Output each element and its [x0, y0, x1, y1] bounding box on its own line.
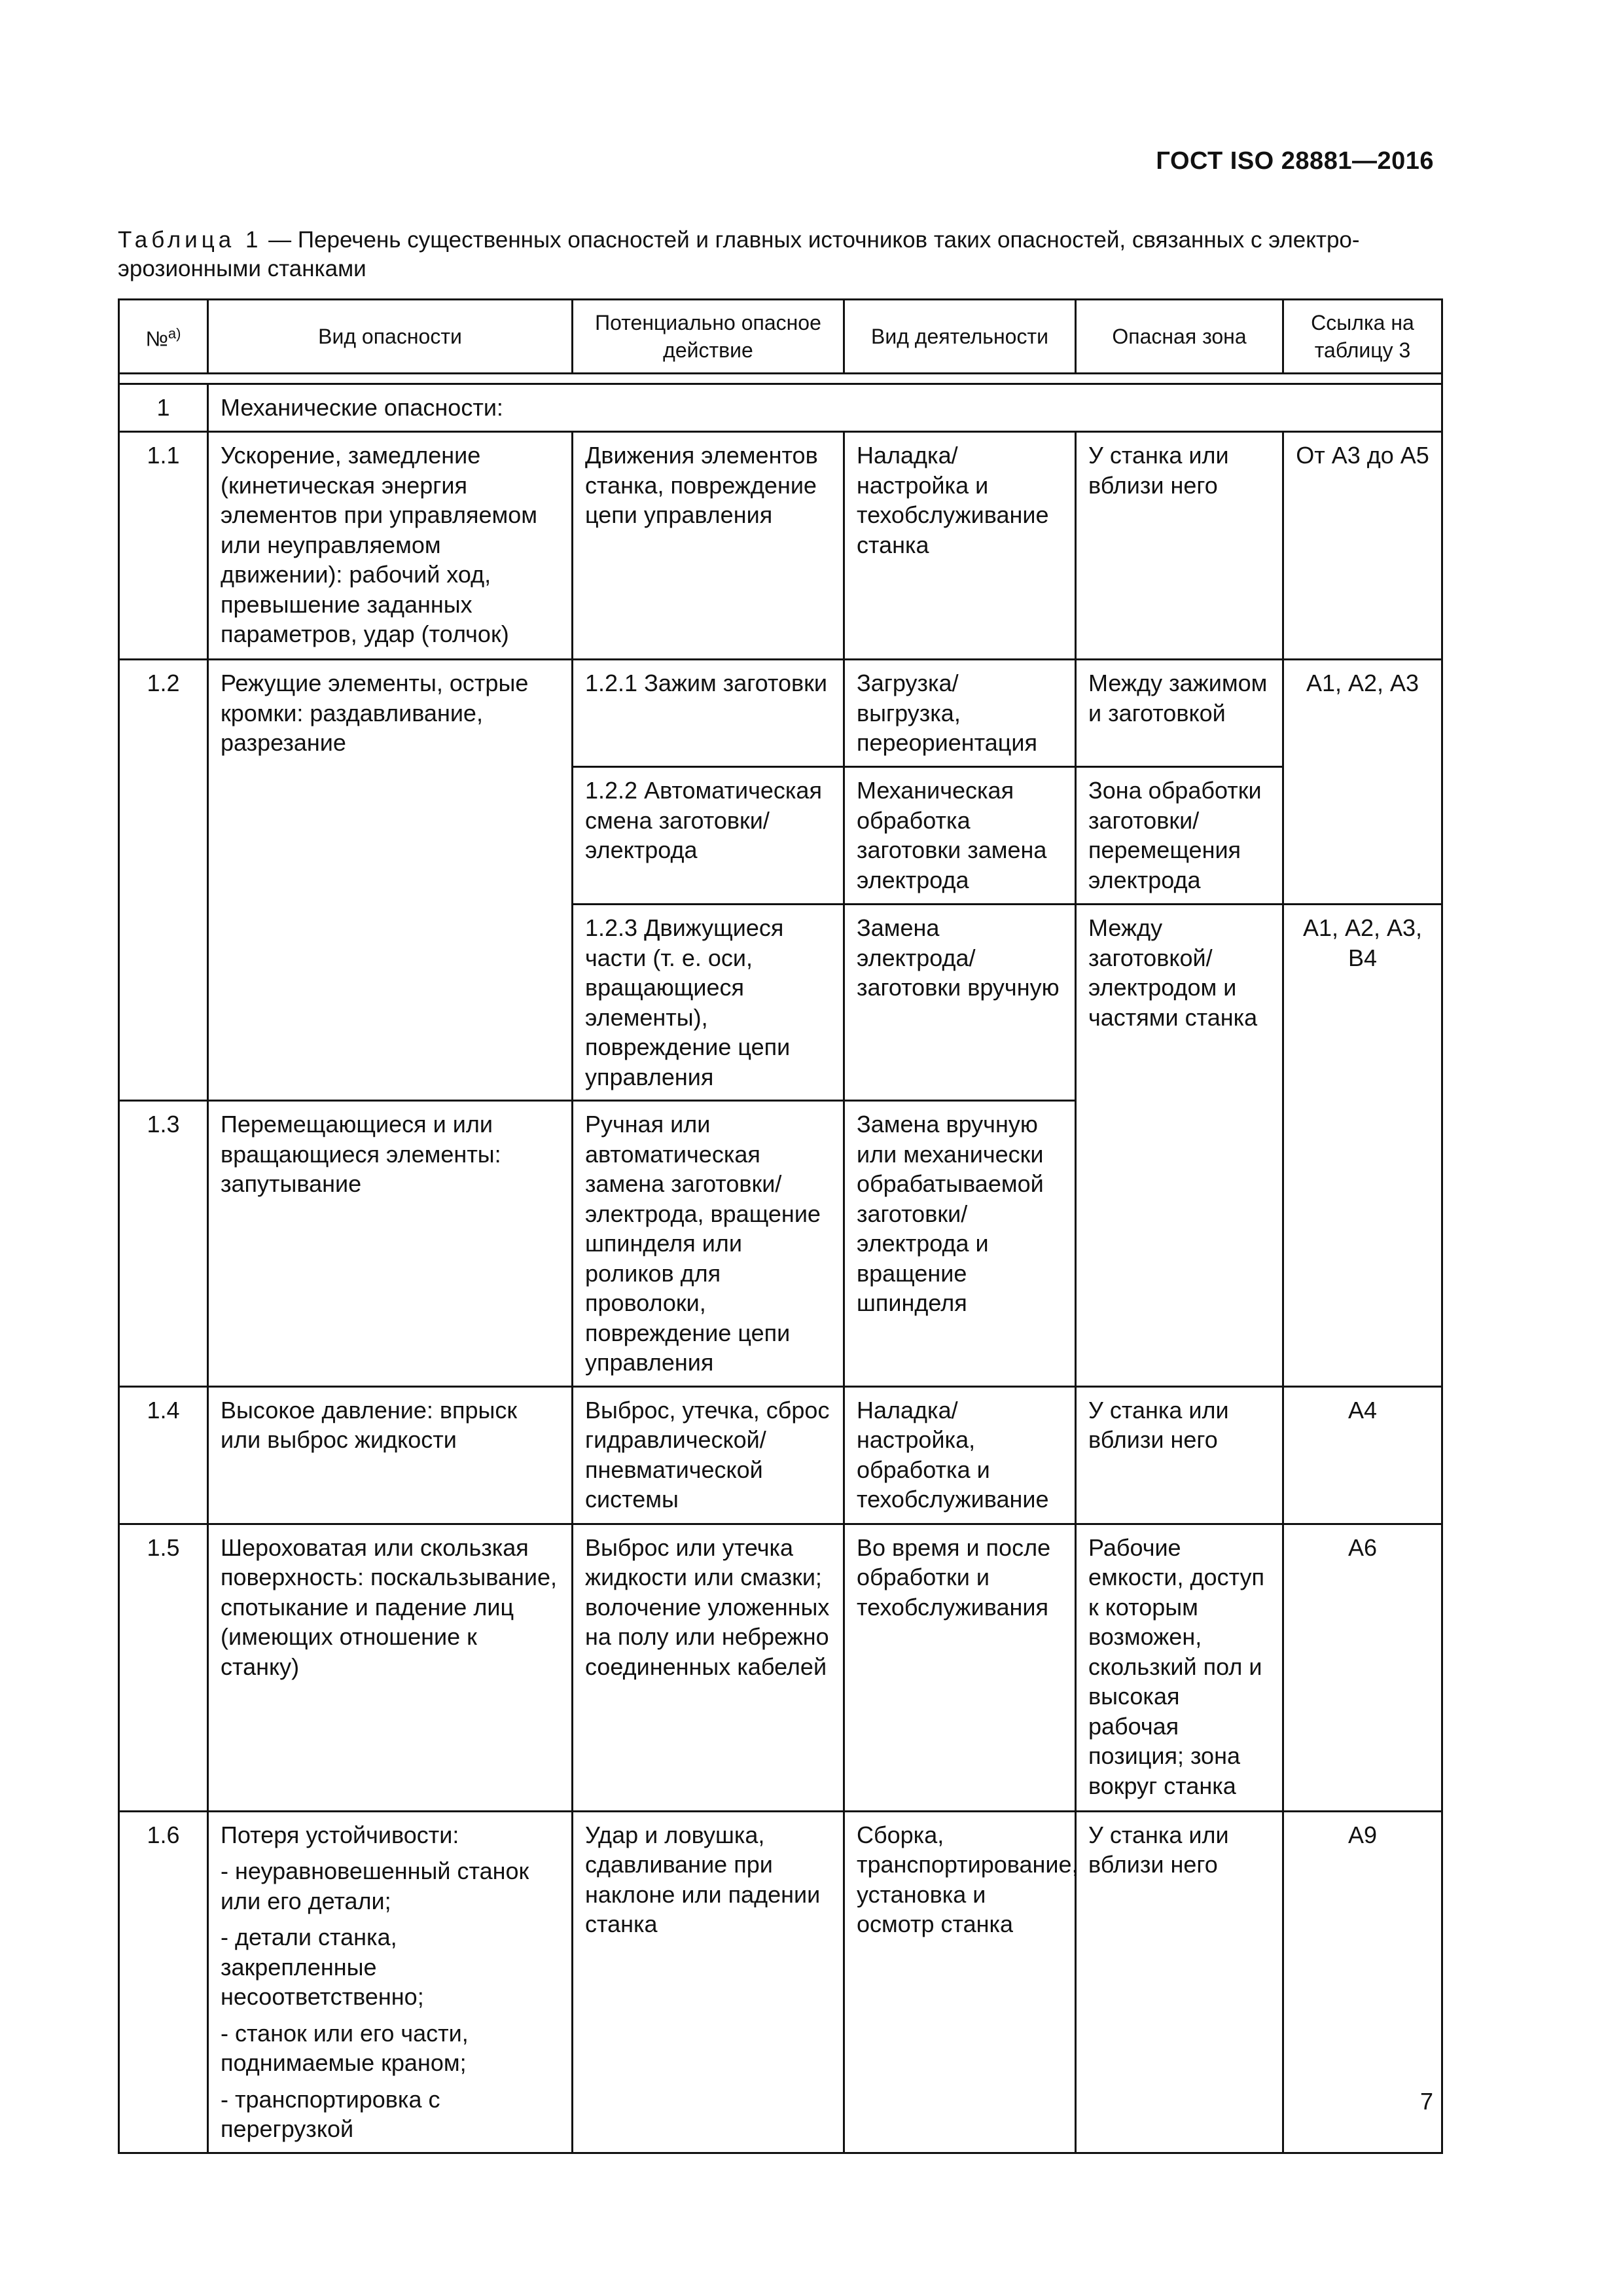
table-row [119, 1811, 1442, 2153]
header-separator [119, 374, 1442, 384]
section-title: Механические опасности: [208, 384, 1442, 432]
ref-cell: А1, А2, А3 [1283, 660, 1442, 905]
page-number: 7 [1419, 2088, 1433, 2115]
activity-cell: Наладка/настройка, обработка и техобслуживание [844, 1386, 1076, 1524]
action-cell: Выброс или утечка жидкости или смазки; волочение уложенных на полу или небрежно соединенных кабелей [573, 1524, 844, 1811]
table-header-row [119, 300, 1442, 374]
zone-cell: Зона обработки заготовки/ перемещения электрода [1076, 767, 1283, 905]
activity-cell: Замена вручную или механически обрабатываемой заготовки/электрода и вращение шпинделя [844, 1101, 1076, 1387]
table-label: Таблица 1 [118, 227, 262, 253]
col-header-num: №$^{а)}$ [119, 300, 208, 374]
row-num: 1.3 [119, 1101, 208, 1387]
ref-cell: А9 [1283, 1811, 1442, 2153]
zone-cell: У станка или вблизи него [1076, 1811, 1283, 2153]
table-row [119, 384, 1442, 432]
action-cell: 1.2.2 Автоматическая смена заготовки/электрода [573, 767, 844, 905]
zone-cell: У станка или вблизи него [1076, 432, 1283, 660]
col-header-hazard: Вид опасности [208, 300, 573, 374]
activity-cell: Механическая обработка заготовки замена электрода [844, 767, 1076, 905]
list-item: - станок или его части, поднимаемые краном; [221, 2019, 469, 2076]
zone-cell: Между зажимом и заготовкой [1076, 660, 1283, 767]
action-cell: Движения элементов станка, повреждение цепи управления [573, 432, 844, 660]
table-row [119, 1524, 1442, 1811]
col-header-activity: Вид деятельности [844, 300, 1076, 374]
table-row [119, 432, 1442, 660]
hazard-cell: Шероховатая или скользкая поверхность: поскальзывание, спотыкание и падение лиц (имеющих отношение к станку) [208, 1524, 573, 1811]
activity-cell: Во время и после обработки и техобслуживания [844, 1524, 1076, 1811]
table-caption-text: — Перечень существенных опасностей и главных источников таких опасностей, связанных с электро-эрозионными станками [118, 227, 1360, 281]
col-header-ref: Ссылка на таблицу 3 [1283, 300, 1442, 374]
table-row [119, 660, 1442, 767]
zone-cell: Между заготовкой/электродом и частями станка [1076, 905, 1283, 1387]
list-item: - транспортировка с перегрузкой [221, 2085, 440, 2142]
row-num: 1.2 [119, 660, 208, 1101]
standard-id: ГОСТ ISO 28881—2016 [1156, 147, 1434, 175]
action-cell: 1.2.3 Движущиеся части (т. е. оси, вращающиеся элементы), повреждение цепи управления [573, 905, 844, 1101]
hazard-title: Потеря устойчивости: [221, 1821, 459, 1848]
row-num: 1.1 [119, 432, 208, 660]
row-num: 1 [119, 384, 208, 432]
hazard-cell: Ускорение, замедление (кинетическая энергия элементов при управляемом или неуправляемом движении): рабочий ход, превышение заданных параметров, удар (толчок) [208, 432, 573, 660]
ref-cell: А1, А2, А3, В4 [1283, 905, 1442, 1387]
action-cell: Удар и ловушка, сдавливание при наклоне или падении станка [573, 1811, 844, 2153]
action-cell: Ручная или автоматическая замена заготовки/электрода, вращение шпинделя или роликов для проволоки, повреждение цепи управления [573, 1101, 844, 1387]
activity-cell: Замена электрода/заготовки вручную [844, 905, 1076, 1101]
action-cell: 1.2.1 Зажим заготовки [573, 660, 844, 767]
ref-cell: А4 [1283, 1386, 1442, 1524]
hazards-table [118, 298, 1443, 2154]
hazard-cell: Перемещающиеся и или вращающиеся элементы: запутывание [208, 1101, 573, 1387]
col-header-zone: Опасная зона [1076, 300, 1283, 374]
col-header-action: Потенциально опасное действие [573, 300, 844, 374]
list-item: - неуравновешенный станок или его детали; [221, 1857, 529, 1914]
ref-cell: А6 [1283, 1524, 1442, 1811]
zone-cell: У станка или вблизи него [1076, 1386, 1283, 1524]
hazard-cell: Режущие элементы, острые кромки: раздавливание, разрезание [208, 660, 573, 1101]
list-item: - детали станка, закрепленные несоответственно; [221, 1924, 424, 2010]
activity-cell: Сборка, транспортирование, установка и осмотр станка [844, 1811, 1076, 2153]
row-num: 1.6 [119, 1811, 208, 2153]
activity-cell: Загрузка/ выгрузка, переориентация [844, 660, 1076, 767]
row-num: 1.5 [119, 1524, 208, 1811]
row-num: 1.4 [119, 1386, 208, 1524]
hazard-cell: Высокое давление: впрыск или выброс жидкости [208, 1386, 573, 1524]
action-cell: Выброс, утечка, сброс гидравлической/ пневматической системы [573, 1386, 844, 1524]
ref-cell: От А3 до А5 [1283, 432, 1442, 660]
activity-cell: Наладка/настройка и техобслуживание станка [844, 432, 1076, 660]
table-row [119, 1386, 1442, 1524]
zone-cell: Рабочие емкости, доступ к которым возможен, скользкий пол и высокая рабочая позиция; зона вокруг станка [1076, 1524, 1283, 1811]
table-caption [118, 226, 1453, 283]
hazard-cell [208, 1811, 573, 2153]
